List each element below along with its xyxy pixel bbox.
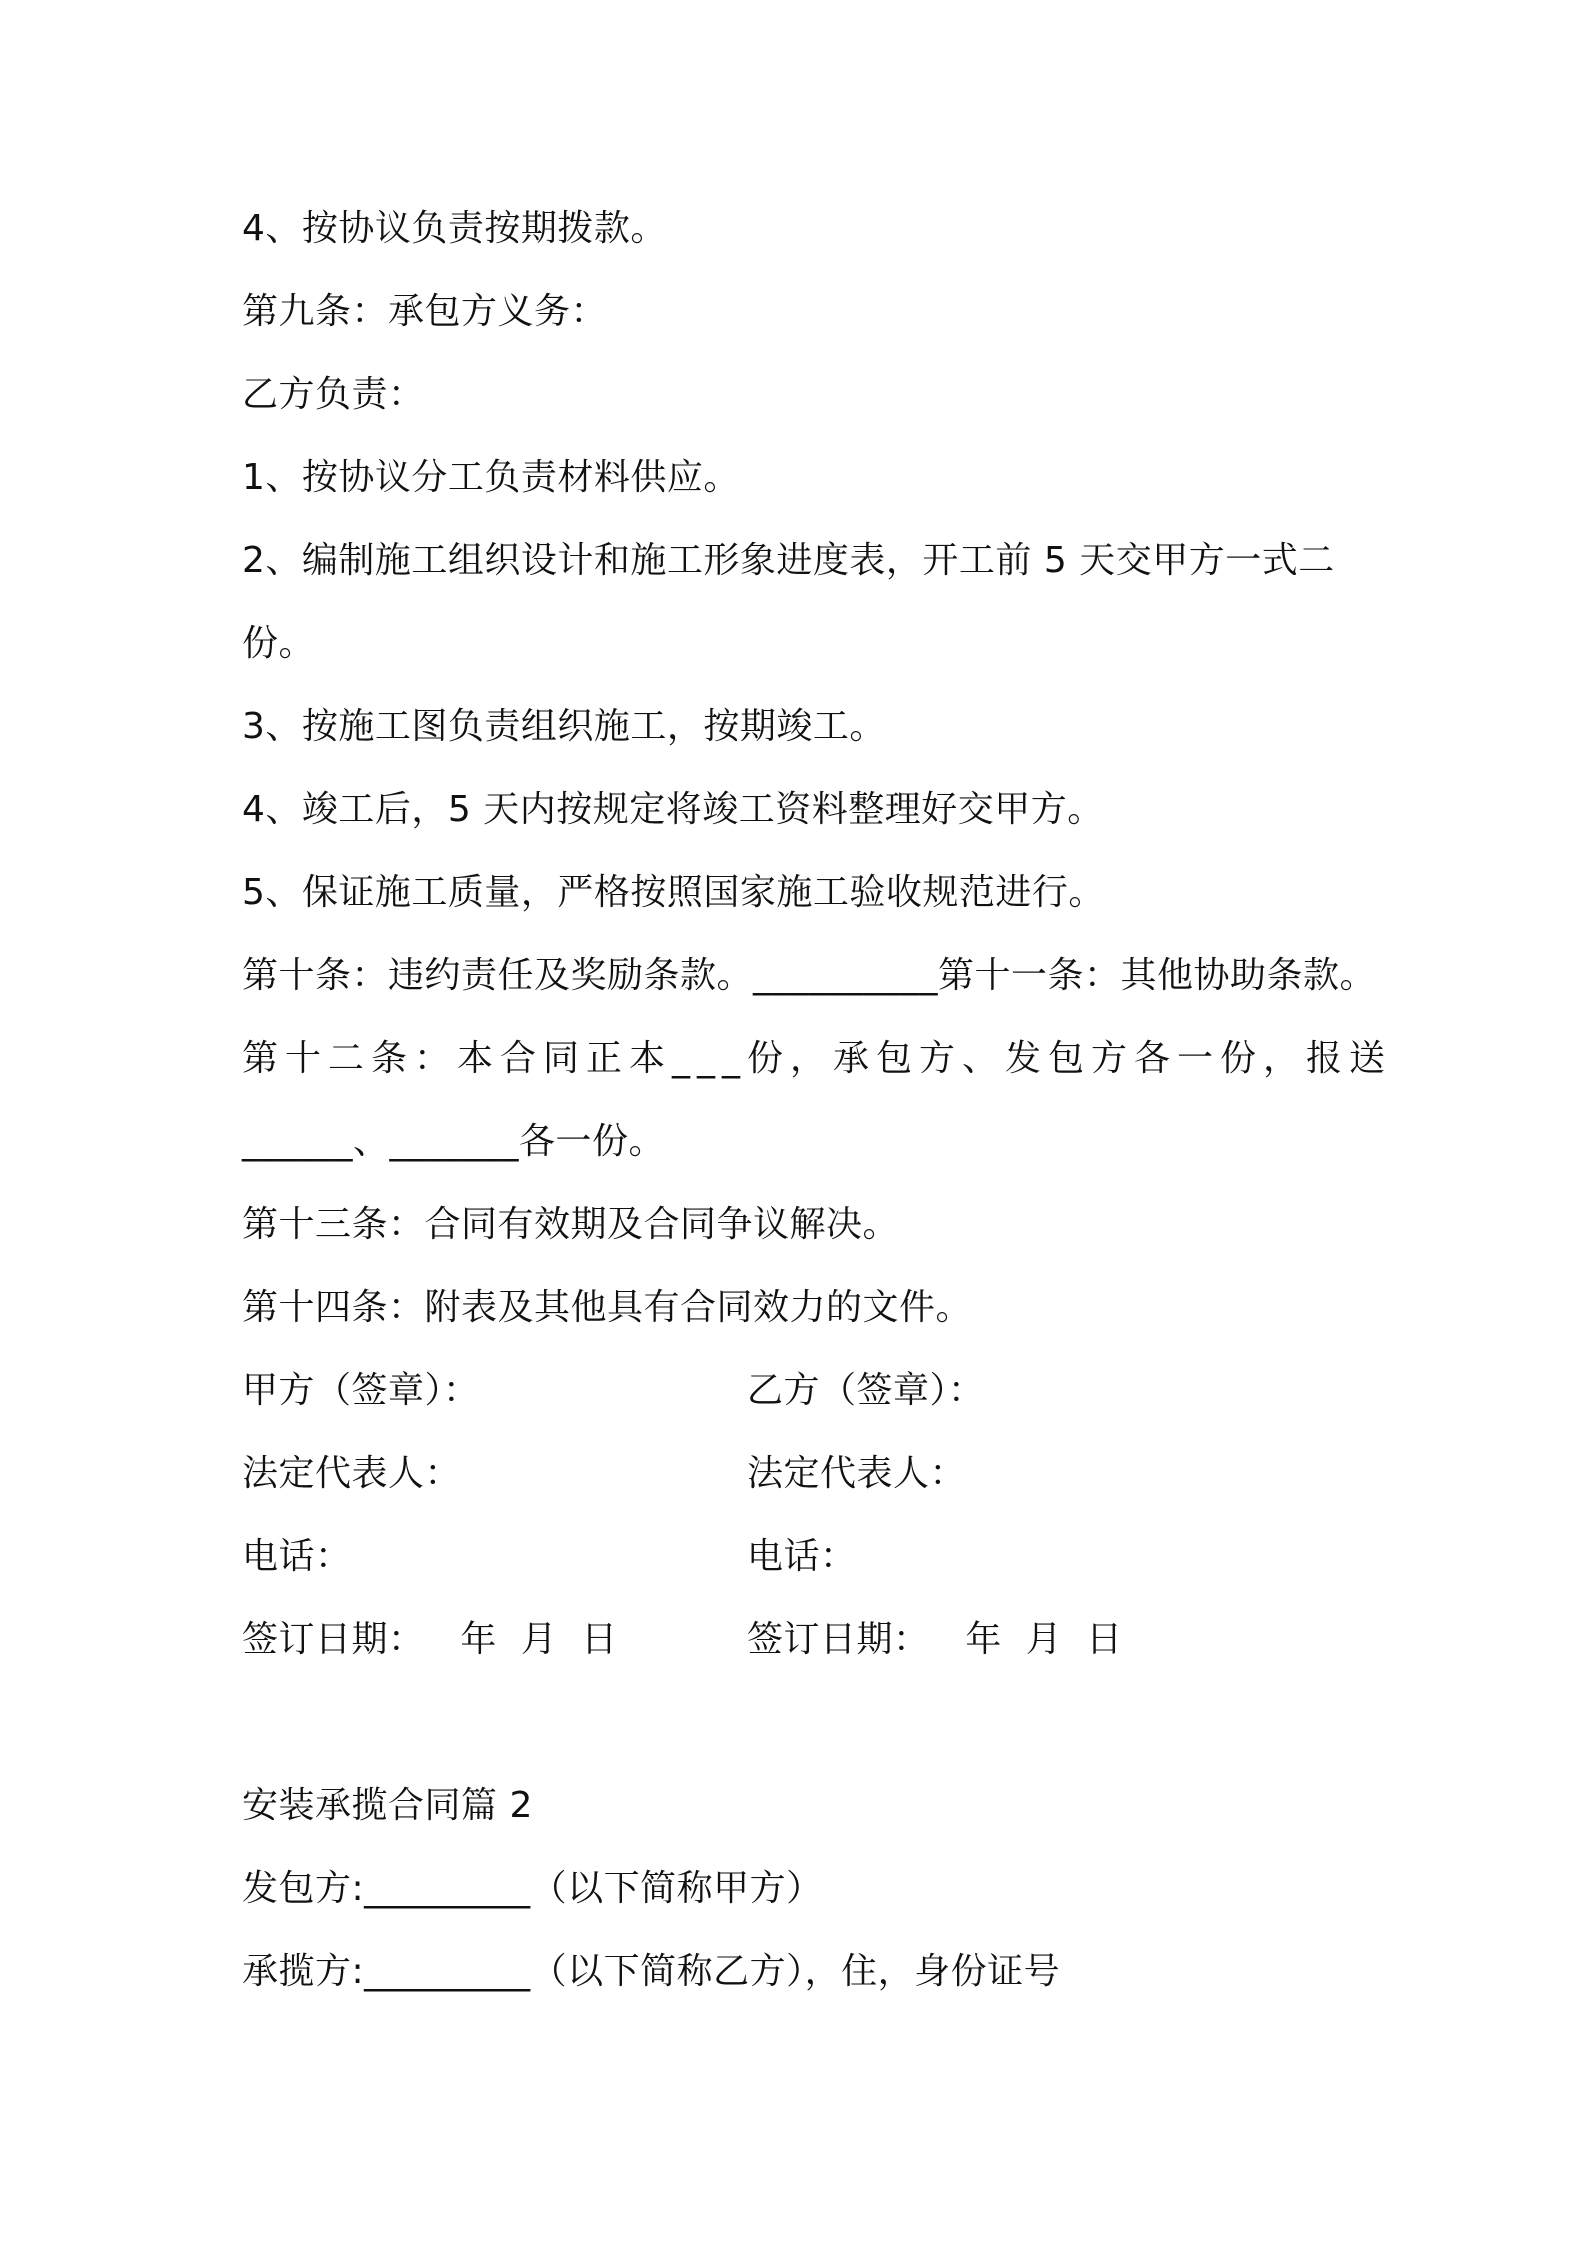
clause-b-item-2: 2、编制施工组织设计和施工形象进度表，开工前 5 天交甲方一式二 (242, 540, 1335, 581)
undertaker-line: 承揽方:_________（以下简称乙方），住，身份证号 (242, 1951, 1061, 1992)
party-a-seal: 甲方（签章）： (242, 1370, 480, 1411)
party-a-phone: 电话： (242, 1536, 352, 1577)
article-12-continuation: ______、_______各一份。 (242, 1121, 666, 1162)
article-9-heading: 第九条：承包方义务： (242, 291, 608, 332)
clause-b-item-1: 1、按协议分工负责材料供应。 (242, 457, 740, 498)
clause-b-item-4: 4、竣工后，5 天内按规定将竣工资料整理好交甲方。 (242, 789, 1104, 830)
article-13: 第十三条：合同有效期及合同争议解决。 (242, 1204, 900, 1245)
clause-b-item-3: 3、按施工图负责组织施工，按期竣工。 (242, 706, 886, 747)
party-b-responsibility-heading: 乙方负责： (242, 374, 425, 415)
contractor-line: 发包方:_________（以下简称甲方） (242, 1868, 823, 1909)
party-b-phone: 电话： (747, 1536, 857, 1577)
article-12: 第十二条：本合同正本___份，承包方、发包方各一份，报送 (242, 1038, 1393, 1079)
article-14: 第十四条：附表及其他具有合同效力的文件。 (242, 1287, 973, 1328)
party-a-sign-date: 签订日期： 年 月 日 (242, 1619, 618, 1660)
clause-b-item-2-continuation: 份。 (242, 623, 316, 664)
section-2-title: 安装承揽合同篇 2 (242, 1785, 533, 1826)
article-10-11: 第十条：违约责任及奖励条款。__________第十一条：其他协助条款。 (242, 955, 1377, 996)
party-b-seal: 乙方（签章）： (747, 1370, 985, 1411)
party-b-representative: 法定代表人： (747, 1453, 967, 1494)
party-b-sign-date: 签订日期： 年 月 日 (747, 1619, 1123, 1660)
clause-b-item-5: 5、保证施工质量，严格按照国家施工验收规范进行。 (242, 872, 1105, 913)
party-a-representative: 法定代表人： (242, 1453, 462, 1494)
clause-a-item-4: 4、按协议负责按期拨款。 (242, 208, 667, 249)
